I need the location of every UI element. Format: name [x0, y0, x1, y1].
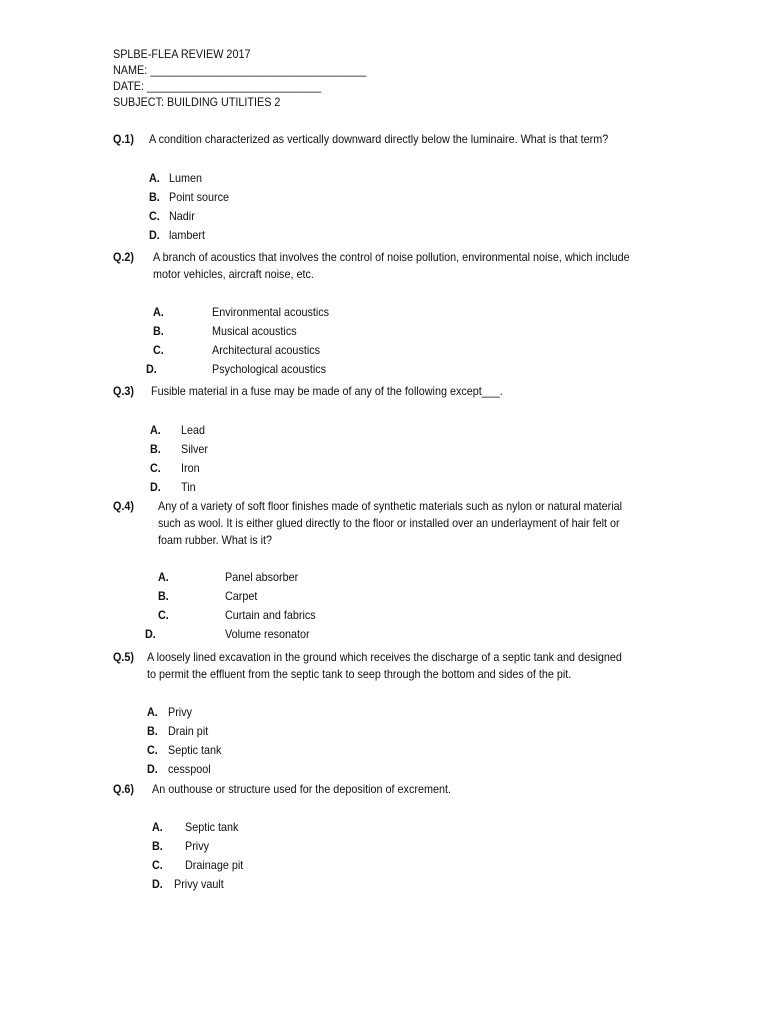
date-line: DATE: _____________________________ [113, 79, 322, 93]
option-letter: C. [152, 858, 163, 872]
option-text: Silver [181, 442, 209, 456]
option-letter: D. [147, 762, 158, 776]
option-letter: A. [147, 705, 158, 719]
question-number: Q.3) [113, 384, 135, 398]
option-text: Iron [181, 461, 200, 475]
question-text: motor vehicles, aircraft noise, etc. [153, 267, 314, 281]
review-title: SPLBE-FLEA REVIEW 2017 [113, 47, 251, 61]
option-text: Lumen [169, 171, 203, 185]
option-text: Carpet [225, 589, 258, 603]
option-letter: A. [150, 423, 161, 437]
option-text: Privy vault [174, 877, 224, 891]
question-text: Any of a variety of soft floor finishes made of synthetic materials such as nylon or natural material [158, 499, 623, 513]
question-number: Q.6) [113, 782, 135, 796]
option-text: Architectural acoustics [212, 343, 321, 357]
option-text: Environmental acoustics [212, 305, 330, 319]
option-text: cesspool [168, 762, 211, 776]
option-letter: C. [147, 743, 158, 757]
option-text: Musical acoustics [212, 324, 297, 338]
option-letter: B. [147, 724, 158, 738]
option-letter: D. [146, 362, 157, 376]
name-line: NAME: ____________________________________ [113, 63, 367, 77]
option-letter: D. [150, 480, 161, 494]
option-letter: D. [152, 877, 163, 891]
option-text: Point source [169, 190, 230, 204]
question-text: A branch of acoustics that involves the control of noise pollution, environmental noise, which include [153, 250, 630, 264]
option-letter: B. [152, 839, 163, 853]
option-letter: A. [158, 570, 169, 584]
question-number: Q.5) [113, 650, 135, 664]
option-letter: D. [149, 228, 160, 242]
question-number: Q.1) [113, 132, 135, 146]
option-text: Nadir [169, 209, 195, 223]
question-text: such as wool. It is either glued directly to the floor or installed over an underlayment of hair felt or [158, 516, 620, 530]
option-text: Drainage pit [185, 858, 244, 872]
question-text: Fusible material in a fuse may be made of any of the following except___. [151, 384, 503, 398]
option-letter: C. [150, 461, 161, 475]
option-text: Tin [181, 480, 196, 494]
subject-line: SUBJECT: BUILDING UTILITIES 2 [113, 95, 281, 109]
option-letter: C. [149, 209, 160, 223]
option-text: Lead [181, 423, 206, 437]
question-number: Q.4) [113, 499, 135, 513]
option-letter: A. [149, 171, 160, 185]
option-letter: D. [145, 627, 156, 641]
option-letter: C. [158, 608, 169, 622]
question-text: to permit the effluent from the septic tank to seep through the bottom and sides of the pit. [147, 667, 572, 681]
option-text: Privy [185, 839, 210, 853]
option-letter: B. [158, 589, 169, 603]
option-text: Volume resonator [225, 627, 310, 641]
option-letter: A. [153, 305, 164, 319]
question-text: A loosely lined excavation in the ground which receives the discharge of a septic tank and designed [147, 650, 622, 664]
option-text: Curtain and fabrics [225, 608, 316, 622]
option-letter: A. [152, 820, 163, 834]
option-text: lambert [169, 228, 206, 242]
option-text: Psychological acoustics [212, 362, 327, 376]
option-letter: B. [150, 442, 161, 456]
option-text: Septic tank [185, 820, 239, 834]
option-text: Privy [168, 705, 193, 719]
option-letter: B. [149, 190, 160, 204]
question-number: Q.2) [113, 250, 135, 264]
option-letter: C. [153, 343, 164, 357]
question-text: A condition characterized as vertically downward directly below the luminaire. What is that term? [149, 132, 609, 146]
question-text: An outhouse or structure used for the deposition of excrement. [152, 782, 451, 796]
option-text: Panel absorber [225, 570, 299, 584]
option-text: Drain pit [168, 724, 209, 738]
option-text: Septic tank [168, 743, 222, 757]
option-letter: B. [153, 324, 164, 338]
question-text: foam rubber. What is it? [158, 533, 273, 547]
